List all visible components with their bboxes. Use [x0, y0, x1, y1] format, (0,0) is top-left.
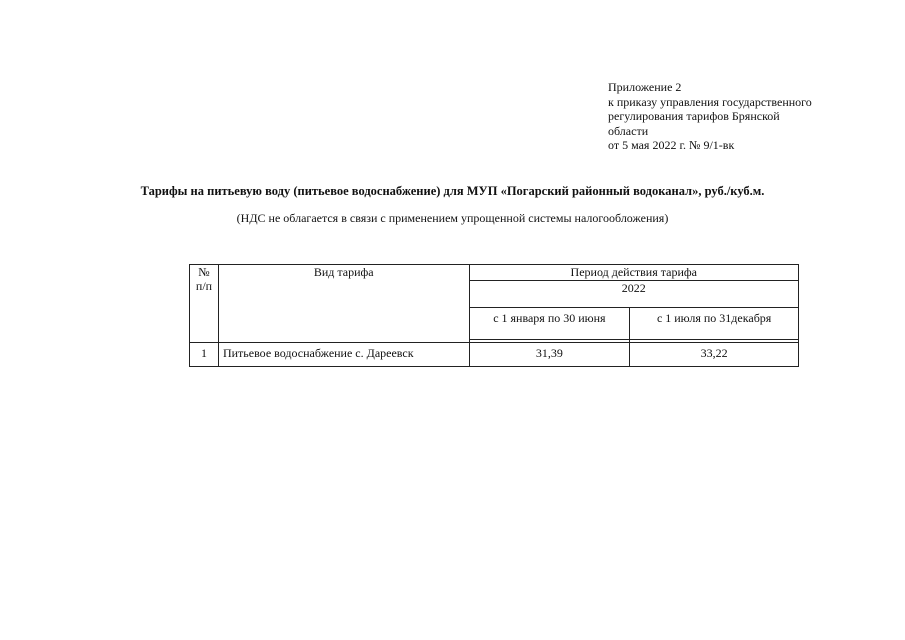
header-number: № п/п [190, 265, 219, 343]
header-period: Период действия тарифа [469, 265, 798, 281]
document-subtitle: (НДС не облагается в связи с применением упрощенной системы налогообложения) [236, 211, 669, 225]
row-value-second-half: 33,22 [630, 343, 799, 367]
appendix-line: Приложение 2 [608, 80, 682, 94]
appendix-line: к приказу управления государственного [608, 94, 812, 109]
tariff-table [189, 264, 799, 367]
header-tariff-type: Вид тарифа [218, 265, 469, 343]
appendix-line: от 5 мая 2022 г. № 9/1-вк [608, 138, 735, 152]
header-period-first-half: с 1 января по 30 июня [469, 308, 630, 340]
appendix-line: регулирования тарифов Брянской [608, 109, 780, 123]
table-header-row [190, 265, 799, 281]
row-value-first-half: 31,39 [469, 343, 630, 367]
appendix-line: области [608, 123, 649, 138]
row-tariff-type: Питьевое водоснабжение с. Дареевск [218, 343, 469, 367]
document-title: Тарифы на питьевую воду (питьевое водоснабжение) для МУП «Погарский районный водоканал», руб./куб.м. [140, 184, 765, 198]
row-number: 1 [190, 343, 219, 367]
table-row [190, 343, 799, 367]
header-period-second-half: с 1 июля по 31декабря [630, 308, 799, 340]
appendix-block [608, 80, 812, 153]
header-year: 2022 [469, 281, 798, 308]
